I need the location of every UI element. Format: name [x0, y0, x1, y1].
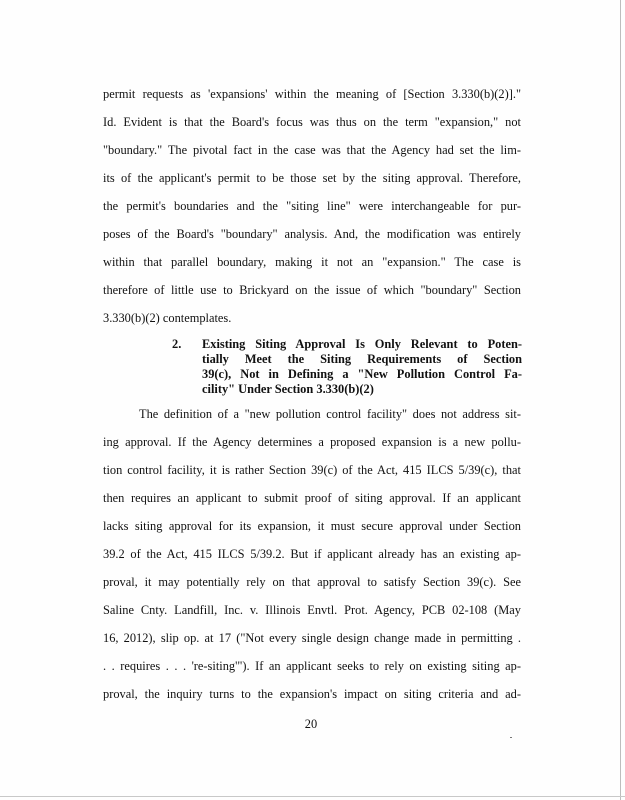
body-line: lacks siting approval for its expansion, it must secure approval under Section [103, 519, 521, 533]
scan-speck [510, 737, 512, 738]
body-line: Id. Evident is that the Board's focus was thus on the term "expansion," not [103, 115, 521, 129]
body-line: proval, it may potentially rely on that approval to satisfy Section 39(c). See [103, 575, 521, 589]
body-line: its of the applicant's permit to be those set by the siting approval. Therefore, [103, 171, 521, 185]
body-line: tion control facility, it is rather Section 39(c) of the Act, 415 ILCS 5/39(c), that [103, 463, 521, 477]
body-line: within that parallel boundary, making it not an "expansion." The case is [103, 255, 521, 269]
body-line: ing approval. If the Agency determines a proposed expansion is a new pollu- [103, 435, 521, 449]
section-heading-number: 2. [172, 337, 182, 351]
body-line: The definition of a "new pollution control facility" does not address sit- [139, 407, 521, 421]
body-line: proval, the inquiry turns to the expansion's impact on siting criteria and ad- [103, 687, 521, 701]
section-heading-line: tially Meet the Siting Requirements of Section [202, 352, 522, 366]
body-line: Saline Cnty. Landfill, Inc. v. Illinois Envtl. Prot. Agency, PCB 02-108 (May [103, 603, 521, 617]
body-line: "boundary." The pivotal fact in the case was that the Agency had set the lim- [103, 143, 521, 157]
body-line: therefore of little use to Brickyard on the issue of which "boundary" Section [103, 283, 521, 297]
body-line: 39.2 of the Act, 415 ILCS 5/39.2. But if applicant already has an existing ap- [103, 547, 521, 561]
body-line: 3.330(b)(2) contemplates. [103, 311, 232, 325]
body-line: . . requires . . . 're-siting'"). If an applicant seeks to rely on existing siting ap- [103, 659, 521, 673]
page-edge-right [620, 0, 621, 800]
page-edge-bottom [0, 796, 625, 797]
section-heading-line: cility" Under Section 3.330(b)(2) [202, 382, 374, 396]
body-line: poses of the Board's "boundary" analysis. And, the modification was entirely [103, 227, 521, 241]
body-line: 16, 2012), slip op. at 17 ("Not every single design change made in permitting . [103, 631, 521, 645]
body-line: then requires an applicant to submit proof of siting approval. If an applicant [103, 491, 521, 505]
body-line: the permit's boundaries and the "siting line" were interchangeable for pur- [103, 199, 521, 213]
body-line: permit requests as 'expansions' within the meaning of [Section 3.330(b)(2)]." [103, 87, 521, 101]
section-heading-line: Existing Siting Approval Is Only Relevant to Poten- [202, 337, 522, 351]
page-number: 20 [304, 717, 318, 731]
section-heading-line: 39(c), Not in Defining a "New Pollution Control Fa- [202, 367, 522, 381]
